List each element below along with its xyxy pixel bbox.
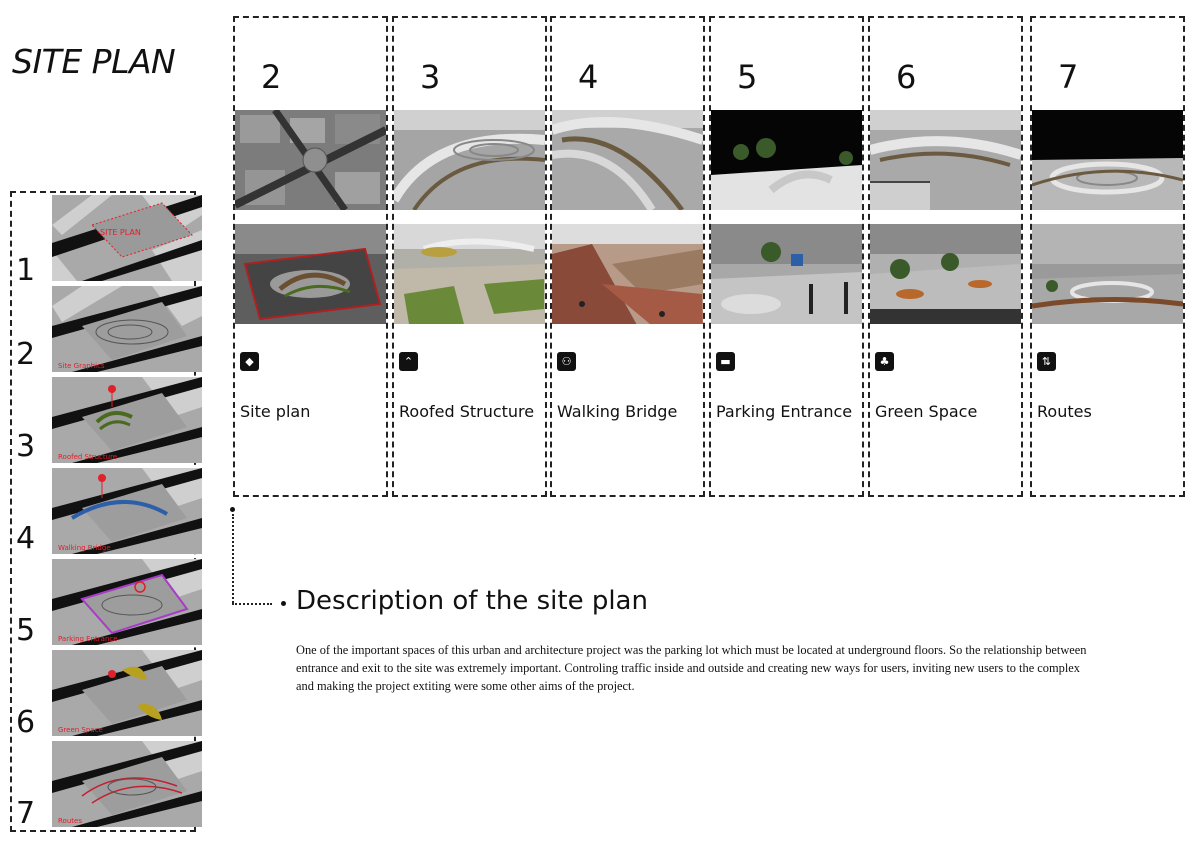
pedestrians-icon: ⚇ [557, 352, 576, 371]
routes-icon: ⇅ [1037, 352, 1056, 371]
leader-line-horizontal [232, 603, 272, 605]
step-thumb-label: Walking Bridge [58, 544, 111, 552]
steps-column [10, 191, 196, 832]
render-image [870, 110, 1021, 210]
roof-icon: ⌃ [399, 352, 418, 371]
panel-label: Roofed Structure [399, 402, 535, 421]
panel-site-plan [233, 16, 388, 497]
step-number: 4 [16, 521, 36, 556]
step-thumbnail [52, 195, 202, 281]
panel-label: Parking Entrance [716, 402, 853, 421]
step-number: 7 [16, 796, 36, 831]
step-thumb-label: SITE PLAN [100, 228, 141, 237]
panel-number: 4 [578, 58, 599, 96]
panel-parking-entrance [709, 16, 864, 497]
panel-label: Site plan [240, 402, 311, 421]
step-thumb-label: Green Space [58, 726, 103, 734]
tree-icon: ♣ [875, 352, 894, 371]
render-image [711, 110, 862, 210]
panel-routes [1030, 16, 1185, 497]
step-thumbnail [52, 377, 202, 463]
panel-label: Routes [1037, 402, 1092, 421]
panel-number: 3 [420, 58, 441, 96]
render-image [870, 224, 1021, 324]
panel-number: 6 [896, 58, 917, 96]
panel-green-space [868, 16, 1023, 497]
step-thumbnail [52, 741, 202, 827]
render-image [711, 224, 862, 324]
panel-number: 2 [261, 58, 282, 96]
render-image [552, 110, 703, 210]
step-number: 6 [16, 705, 36, 740]
car-icon: ▬ [716, 352, 735, 371]
step-thumbnail [52, 650, 202, 736]
step-thumbnail [52, 559, 202, 645]
panel-label: Green Space [875, 402, 978, 421]
panel-roofed-structure [392, 16, 547, 497]
step-number: 2 [16, 337, 36, 372]
description-body: One of the important spaces of this urban and architecture project was the parking lot which must be located at underground floors. So the relationship between entrance and exit to the site was extremely important. Controling traffic inside and outside and creating new ways for users, inviting new users to the complex and making the project extiting were some other aims of the project. [296, 643, 1087, 693]
description-title: Description of the site plan [296, 586, 648, 616]
leader-bullet [281, 601, 286, 606]
step-thumb-label: Routes [58, 817, 82, 825]
panel-number: 7 [1058, 58, 1079, 96]
render-image [1032, 224, 1183, 324]
step-thumb-label: Site Graphics [58, 362, 105, 370]
aerial-photo [235, 110, 386, 210]
render-image [235, 224, 386, 324]
step-thumb-label: Parking Entrance [58, 635, 118, 643]
panel-walking-bridge [550, 16, 705, 497]
step-thumb-label: Roofed Structure [58, 453, 118, 461]
leader-dot [230, 507, 235, 512]
leader-line-vertical [232, 514, 234, 603]
page-title: SITE PLAN [12, 42, 176, 81]
diamond-icon: ◆ [240, 352, 259, 371]
step-thumbnail [52, 286, 202, 372]
step-number: 3 [16, 429, 36, 464]
render-image [1032, 110, 1183, 210]
panel-label: Walking Bridge [557, 402, 678, 421]
step-number: 1 [16, 253, 36, 288]
render-image [552, 224, 703, 324]
step-thumbnail [52, 468, 202, 554]
step-number: 5 [16, 613, 36, 648]
panel-number: 5 [737, 58, 758, 96]
render-image [394, 224, 545, 324]
render-image [394, 110, 545, 210]
